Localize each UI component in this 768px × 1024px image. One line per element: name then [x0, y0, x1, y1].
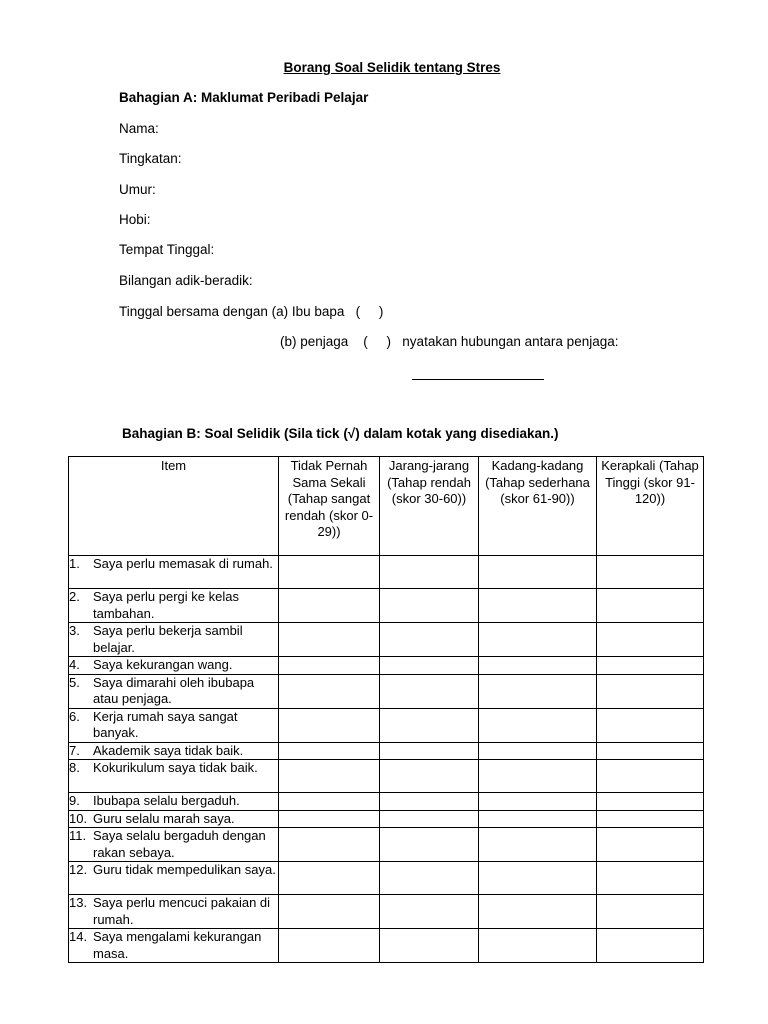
item-text: Guru selalu marah saya.	[93, 810, 235, 826]
tick-box-kerapkali[interactable]	[597, 623, 704, 657]
tick-box-kerapkali[interactable]	[597, 862, 704, 895]
tick-box-kadang-kadang[interactable]	[479, 929, 597, 963]
item-text: Saya selalu bergaduh dengan rakan sebaya.	[93, 828, 266, 860]
tick-box-kerapkali[interactable]	[597, 828, 704, 862]
header-tidak-pernah: Tidak Pernah Sama Sekali (Tahap sangat rendah (skor 0-29))	[279, 457, 380, 556]
table-row	[69, 895, 704, 929]
field-umur: Umur:	[119, 182, 156, 197]
tick-box-kadang-kadang[interactable]	[479, 810, 597, 828]
item-text: Kokurikulum saya tidak baik.	[93, 760, 258, 775]
tick-box-jarang-jarang[interactable]	[380, 589, 479, 623]
field-penjaga: (b) penjaga ( ) nyatakan hubungan antara penjaga:	[280, 334, 619, 349]
item-number: 5.	[69, 674, 80, 690]
page-title: Borang Soal Selidik tentang Stres	[283, 60, 501, 75]
field-hobi: Hobi:	[119, 212, 151, 227]
item-number: 4.	[69, 657, 80, 672]
tick-box-kerapkali[interactable]	[597, 929, 704, 963]
field-tempat-tinggal: Tempat Tinggal:	[119, 242, 215, 257]
tick-box-kerapkali[interactable]	[597, 708, 704, 742]
header-kadang-kadang: Kadang-kadang (Tahap sederhana (skor 61-90))	[479, 457, 597, 556]
item-text: Saya perlu pergi ke kelas tambahan.	[93, 589, 239, 621]
tick-box-jarang-jarang[interactable]	[380, 793, 479, 811]
tick-box-kadang-kadang[interactable]	[479, 657, 597, 675]
item-number: 7.	[69, 742, 80, 758]
table-row	[69, 623, 704, 657]
table-row	[69, 862, 704, 895]
tick-box-kerapkali[interactable]	[597, 657, 704, 675]
tick-box-jarang-jarang[interactable]	[380, 862, 479, 895]
tick-box-jarang-jarang[interactable]	[380, 674, 479, 708]
tick-box-tidak-pernah[interactable]	[279, 674, 380, 708]
tick-box-kerapkali[interactable]	[597, 674, 704, 708]
tick-box-jarang-jarang[interactable]	[380, 623, 479, 657]
tick-box-jarang-jarang[interactable]	[380, 929, 479, 963]
tick-box-jarang-jarang[interactable]	[380, 556, 479, 589]
item-number: 2.	[69, 589, 80, 604]
field-tingkatan: Tingkatan:	[119, 151, 182, 166]
survey-table	[68, 456, 704, 963]
item-number: 11.	[69, 828, 87, 843]
item-number: 6.	[69, 708, 80, 724]
item-cell	[69, 556, 279, 589]
tick-box-jarang-jarang[interactable]	[380, 895, 479, 929]
item-number: 12.	[69, 862, 88, 877]
tick-box-kerapkali[interactable]	[597, 589, 704, 623]
tick-box-kerapkali[interactable]	[597, 742, 704, 760]
item-cell	[69, 623, 279, 657]
tick-box-jarang-jarang[interactable]	[380, 742, 479, 760]
table-row	[69, 657, 704, 675]
tick-box-kerapkali[interactable]	[597, 760, 704, 793]
tick-box-jarang-jarang[interactable]	[380, 810, 479, 828]
tick-box-tidak-pernah[interactable]	[279, 828, 380, 862]
item-number: 14.	[69, 929, 88, 944]
item-text: Ibubapa selalu bergaduh.	[93, 793, 240, 808]
tick-box-tidak-pernah[interactable]	[279, 556, 380, 589]
tick-box-kadang-kadang[interactable]	[479, 760, 597, 793]
tick-box-jarang-jarang[interactable]	[380, 760, 479, 793]
tick-box-jarang-jarang[interactable]	[380, 708, 479, 742]
table-row	[69, 810, 704, 828]
item-text: Saya perlu memasak di rumah.	[93, 556, 273, 571]
tick-box-kerapkali[interactable]	[597, 895, 704, 929]
table-row	[69, 708, 704, 742]
tick-box-kadang-kadang[interactable]	[479, 742, 597, 760]
item-text: Saya perlu mencuci pakaian di rumah.	[93, 895, 271, 927]
table-row	[69, 929, 704, 963]
item-cell	[69, 793, 279, 811]
item-cell	[69, 657, 279, 675]
header-kerapkali: Kerapkali (Tahap Tinggi (skor 91-120))	[597, 457, 704, 556]
item-text: Saya kekurangan wang.	[93, 657, 233, 672]
tick-box-kadang-kadang[interactable]	[479, 556, 597, 589]
section-a-heading: Bahagian A: Maklumat Peribadi Pelajar	[119, 90, 369, 105]
tick-box-kadang-kadang[interactable]	[479, 623, 597, 657]
table-row	[69, 674, 704, 708]
section-b-heading: Bahagian B: Soal Selidik (Sila tick (√) dalam kotak yang disediakan.)	[122, 426, 559, 441]
table-row	[69, 793, 704, 811]
table-row	[69, 828, 704, 862]
item-cell	[69, 760, 279, 793]
item-cell	[69, 589, 279, 623]
tick-box-tidak-pernah[interactable]	[279, 623, 380, 657]
item-number: 9.	[69, 793, 80, 808]
item-text: Guru tidak mempedulikan saya.	[93, 862, 276, 877]
item-number: 1.	[69, 556, 80, 571]
tick-box-kadang-kadang[interactable]	[479, 895, 597, 929]
tick-box-tidak-pernah[interactable]	[279, 708, 380, 742]
item-cell	[69, 862, 279, 895]
tick-box-tidak-pernah[interactable]	[279, 929, 380, 963]
item-cell	[69, 929, 279, 963]
tick-box-kadang-kadang[interactable]	[479, 828, 597, 862]
item-text: Akademik saya tidak baik.	[93, 742, 244, 758]
item-number: 8.	[69, 760, 80, 775]
table-row	[69, 556, 704, 589]
header-item: Item	[69, 457, 279, 556]
tick-box-tidak-pernah[interactable]	[279, 760, 380, 793]
field-nama: Nama:	[119, 121, 159, 136]
tick-box-kadang-kadang[interactable]	[479, 674, 597, 708]
item-cell	[69, 895, 279, 929]
tick-box-kerapkali[interactable]	[597, 810, 704, 828]
item-cell	[69, 742, 279, 760]
item-text: Saya mengalami kekurangan masa.	[93, 929, 262, 961]
item-number: 3.	[69, 623, 80, 638]
item-number: 13.	[69, 895, 88, 910]
item-cell	[69, 708, 279, 742]
header-jarang-jarang: Jarang-jarang (Tahap rendah (skor 30-60))	[380, 457, 479, 556]
tick-box-kadang-kadang[interactable]	[479, 793, 597, 811]
item-cell	[69, 828, 279, 862]
item-cell	[69, 674, 279, 708]
tick-box-kadang-kadang[interactable]	[479, 862, 597, 895]
penjaga-relationship-blank[interactable]	[412, 379, 544, 380]
tick-box-tidak-pernah[interactable]	[279, 657, 380, 675]
tick-box-kadang-kadang[interactable]	[479, 589, 597, 623]
item-text: Kerja rumah saya sangat banyak.	[93, 708, 238, 740]
tick-box-jarang-jarang[interactable]	[380, 657, 479, 675]
table-row	[69, 589, 704, 623]
field-bilangan-adik-beradik: Bilangan adik-beradik:	[119, 273, 253, 288]
item-text: Saya perlu bekerja sambil belajar.	[93, 623, 243, 655]
tick-box-tidak-pernah[interactable]	[279, 589, 380, 623]
item-cell	[69, 810, 279, 828]
field-tinggal-bersama: Tinggal bersama dengan (a) Ibu bapa ( )	[119, 304, 384, 319]
tick-box-tidak-pernah[interactable]	[279, 895, 380, 929]
item-number: 10.	[69, 810, 88, 826]
tick-box-tidak-pernah[interactable]	[279, 810, 380, 828]
tick-box-tidak-pernah[interactable]	[279, 742, 380, 760]
tick-box-kerapkali[interactable]	[597, 556, 704, 589]
tick-box-tidak-pernah[interactable]	[279, 862, 380, 895]
table-row	[69, 742, 704, 760]
tick-box-tidak-pernah[interactable]	[279, 793, 380, 811]
tick-box-kerapkali[interactable]	[597, 793, 704, 811]
item-text: Saya dimarahi oleh ibubapa atau penjaga.	[93, 674, 255, 706]
tick-box-kadang-kadang[interactable]	[479, 708, 597, 742]
tick-box-jarang-jarang[interactable]	[380, 828, 479, 862]
table-row	[69, 760, 704, 793]
